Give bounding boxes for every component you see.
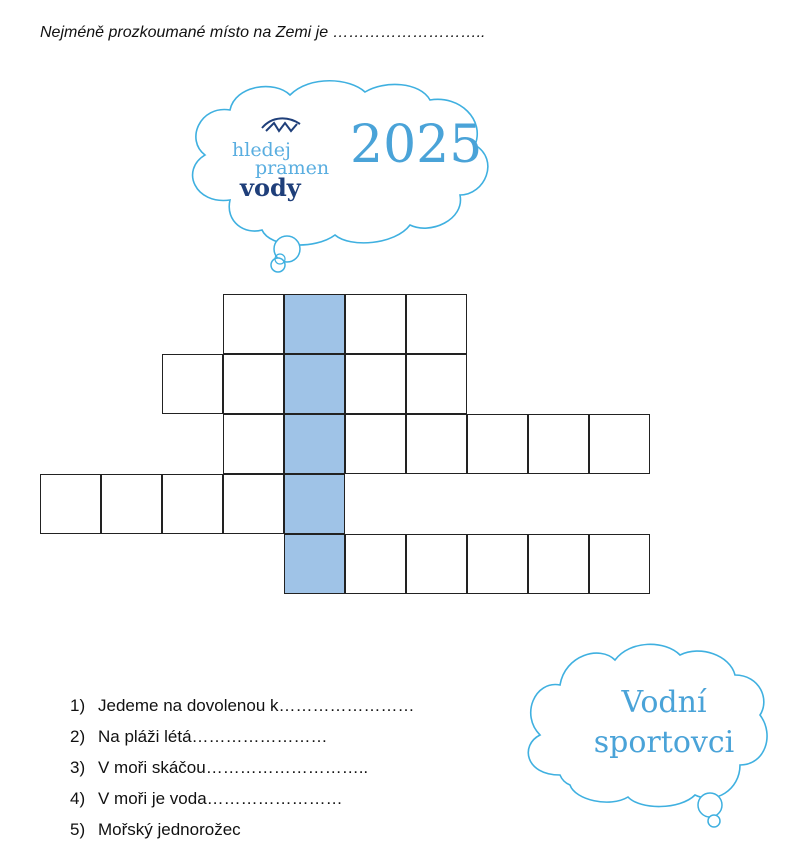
solution-cell[interactable] <box>284 294 345 354</box>
crossword-cell[interactable] <box>406 414 467 474</box>
clue-text: Mořský jednorožec <box>98 820 241 839</box>
solution-cell[interactable] <box>284 474 345 534</box>
crossword-cell[interactable] <box>589 534 650 594</box>
crossword-cell[interactable] <box>345 294 406 354</box>
crossword-cell[interactable] <box>528 534 589 594</box>
clue-item <box>70 783 415 814</box>
clue-list <box>70 690 415 845</box>
clue-text: V moři je voda…………………… <box>98 789 343 808</box>
crossword-cell[interactable] <box>223 474 284 534</box>
crossword-cell[interactable] <box>467 414 528 474</box>
crossword-cell[interactable] <box>345 534 406 594</box>
crossword-cell[interactable] <box>162 474 223 534</box>
question-text: Nejméně prozkoumané místo na Zemi je ……………………….. <box>40 24 486 41</box>
logo-line1: hledej <box>232 139 291 161</box>
crossword-cell[interactable] <box>406 534 467 594</box>
crossword-cell[interactable] <box>345 354 406 414</box>
clue-number: 2) <box>70 727 86 746</box>
solution-cell[interactable] <box>284 414 345 474</box>
theme-line1: Vodní <box>621 685 707 720</box>
crossword-cell[interactable] <box>162 354 223 414</box>
logo-year: 2025 <box>350 115 483 175</box>
clue-item <box>70 752 415 783</box>
crossword-cell[interactable] <box>223 414 284 474</box>
clue-text: Jedeme na dovolenou k…………………… <box>98 696 415 715</box>
crossword-cell[interactable] <box>528 414 589 474</box>
crossword-cell[interactable] <box>101 474 162 534</box>
crossword-cell[interactable] <box>223 294 284 354</box>
crossword-cell[interactable] <box>589 414 650 474</box>
clue-number: 5) <box>70 820 86 839</box>
crossword-cell[interactable] <box>467 534 528 594</box>
logo-line2: pramen <box>255 157 330 179</box>
crossword-cell[interactable] <box>345 414 406 474</box>
clue-item <box>70 814 415 845</box>
clue-number: 3) <box>70 758 86 777</box>
crossword-cell[interactable] <box>223 354 284 414</box>
clue-number: 1) <box>70 696 86 715</box>
crossword-cell[interactable] <box>406 294 467 354</box>
clue-item <box>70 721 415 752</box>
solution-cell[interactable] <box>284 354 345 414</box>
theme-line2: sportovci <box>593 725 735 760</box>
solution-cell[interactable] <box>284 534 345 594</box>
clue-item <box>70 690 415 721</box>
crossword-cell[interactable] <box>40 474 101 534</box>
crossword-cell[interactable] <box>406 354 467 414</box>
clue-text: Na pláži létá…………………… <box>98 727 328 746</box>
logo-line3: vody <box>240 173 301 202</box>
clue-number: 4) <box>70 789 86 808</box>
clue-text: V moři skáčou……………………….. <box>98 758 369 777</box>
